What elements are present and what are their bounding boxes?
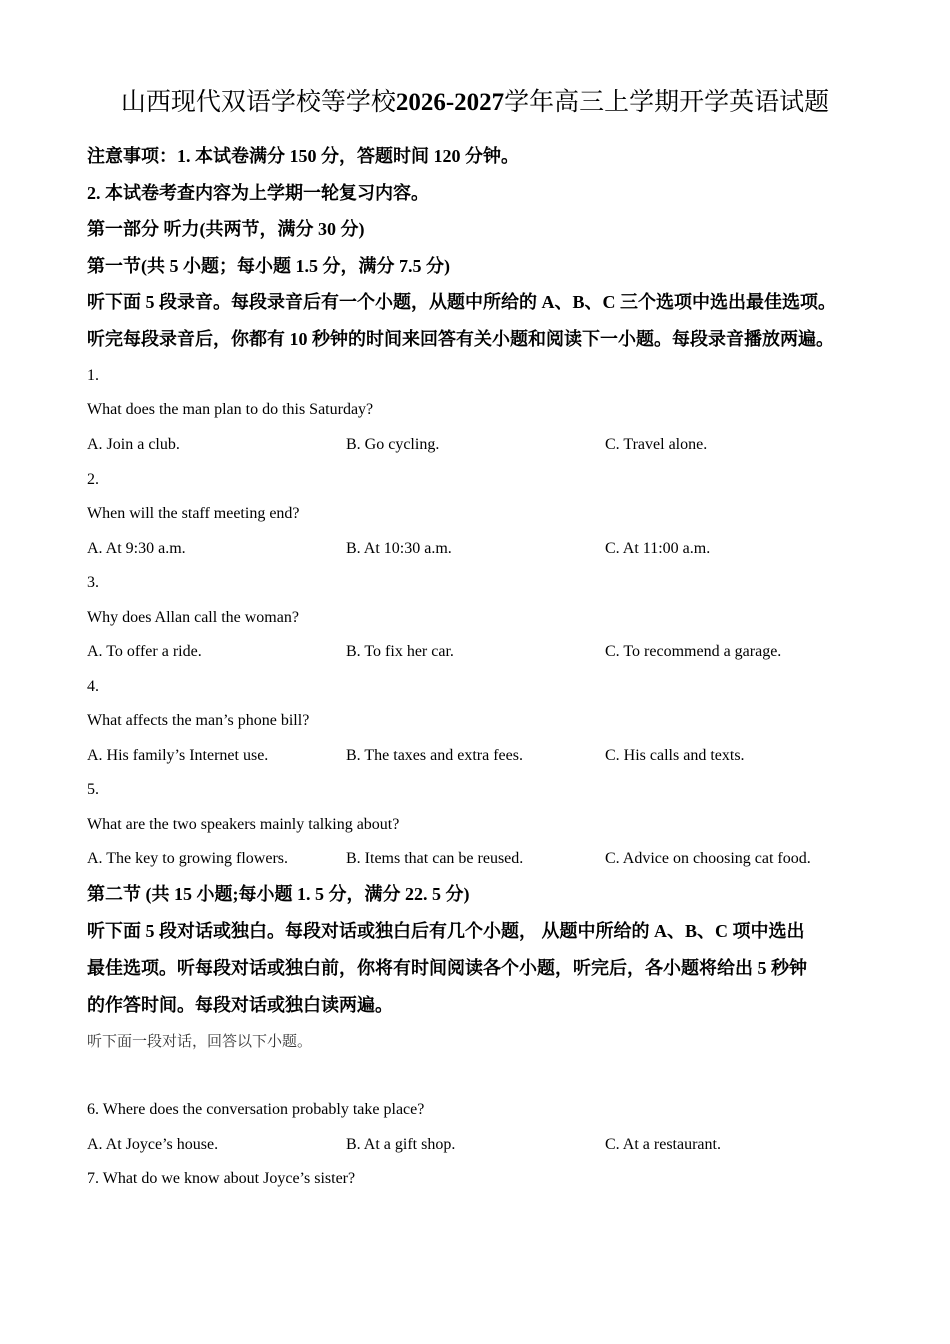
exam-title: [0, 84, 950, 122]
question-1-option-a: A. Join a club.: [87, 436, 180, 453]
question-5-option-a: A. The key to growing flowers.: [87, 850, 288, 867]
question-3-option-c: C. To recommend a garage.: [605, 643, 782, 660]
question-1-option-b: B. Go cycling.: [346, 436, 440, 453]
title-years: 2026-2027: [395, 89, 505, 116]
question-5-number: 5.: [87, 781, 99, 798]
question-6-option-c: C. At a restaurant.: [605, 1136, 721, 1153]
question-2-option-b: B. At 10:30 a.m.: [346, 540, 452, 557]
section1-instruction-2: 听完每段录音后，你都有 10 秒钟的时间来回答有关小题和阅读下一小题。每段录音播放两遍。: [87, 329, 834, 349]
question-4-option-c: C. His calls and texts.: [605, 747, 745, 764]
question-3-option-a: A. To offer a ride.: [87, 643, 202, 660]
question-2-option-c: C. At 11:00 a.m.: [605, 540, 711, 557]
section1-instruction-1: 听下面 5 段录音。每段录音后有一个小题，从题中所给的 A、B、C 三个选项中选出最佳选项。: [87, 292, 836, 312]
question-5-option-c: C. Advice on choosing cat food.: [605, 850, 811, 867]
section1-heading: 第一节(共 5 小题；每小题 1.5 分，满分 7.5 分): [87, 256, 450, 276]
section2-instruction-2: 最佳选项。听每段对话或独白前，你将有时间阅读各个小题，听完后，各小题将给出 5 秒钟: [87, 958, 807, 978]
question-2-option-a: A. At 9:30 a.m.: [87, 540, 186, 557]
section2-sub-instruction: 听下面一段对话，回答以下小题。: [87, 1034, 313, 1050]
question-5-option-b: B. Items that can be reused.: [346, 850, 524, 867]
part1-heading: 第一部分 听力(共两节，满分 30 分): [87, 219, 365, 239]
notes-line-2: 2. 本试卷考查内容为上学期一轮复习内容。: [87, 183, 429, 203]
question-4-option-a: A. His family’s Internet use.: [87, 747, 269, 764]
question-4-option-b: B. The taxes and extra fees.: [346, 747, 523, 764]
title-prefix: 山西现代双语学校等学校: [120, 89, 396, 116]
question-6-option-b: B. At a gift shop.: [346, 1136, 456, 1153]
notes-line-1: 注意事项：1. 本试卷满分 150 分，答题时间 120 分钟。: [87, 146, 519, 166]
question-2-text: When will the staff meeting end?: [87, 505, 300, 522]
question-2-number: 2.: [87, 471, 99, 488]
question-4-number: 4.: [87, 678, 99, 695]
question-1-option-c: C. Travel alone.: [605, 436, 708, 453]
question-5-text: What are the two speakers mainly talking about?: [87, 816, 400, 833]
question-3-text: Why does Allan call the woman?: [87, 609, 299, 626]
question-4-text: What affects the man’s phone bill?: [87, 712, 310, 729]
question-6-text: 6. Where does the conversation probably take place?: [87, 1101, 425, 1118]
question-7-text: 7. What do we know about Joyce’s sister?: [87, 1170, 356, 1187]
question-3-number: 3.: [87, 574, 99, 591]
section2-heading: 第二节 (共 15 小题;每小题 1. 5 分，满分 22. 5 分): [87, 884, 470, 904]
section2-instruction-1: 听下面 5 段对话或独白。每段对话或独白后有几个小题， 从题中所给的 A、B、C 项中选出: [87, 921, 805, 941]
question-1-text: What does the man plan to do this Saturday?: [87, 401, 374, 418]
question-3-option-b: B. To fix her car.: [346, 643, 454, 660]
question-6-option-a: A. At Joyce’s house.: [87, 1136, 219, 1153]
section2-instruction-3: 的作答时间。每段对话或独白读两遍。: [87, 995, 393, 1015]
question-1-number: 1.: [87, 367, 99, 384]
title-suffix: 学年高三上学期开学英语试题: [504, 89, 830, 116]
